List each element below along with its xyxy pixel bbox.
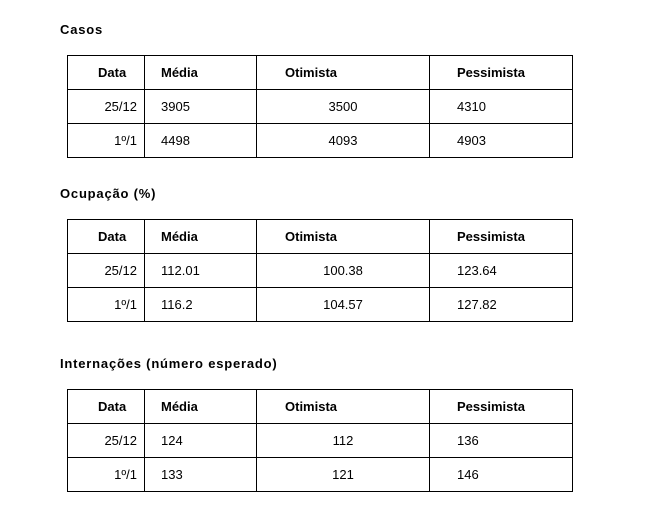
table-row — [68, 458, 573, 492]
cell-media: 4498 — [145, 124, 257, 158]
table-ocupacao — [67, 219, 573, 322]
cell-otimista: 4093 — [257, 124, 430, 158]
table-row — [68, 424, 573, 458]
header-pessimista: Pessimista — [430, 390, 573, 424]
cell-pessimista: 123.64 — [430, 254, 573, 288]
table-row — [68, 90, 573, 124]
section-title-casos: Casos — [60, 22, 104, 37]
table-internacoes — [67, 389, 573, 492]
table-row — [68, 124, 573, 158]
header-otimista: Otimista — [257, 390, 430, 424]
cell-otimista: 121 — [257, 458, 430, 492]
cell-pessimista: 146 — [430, 458, 573, 492]
section-title-internacoes: Internações (número esperado) — [60, 356, 278, 371]
header-otimista: Otimista — [257, 56, 430, 90]
cell-pessimista: 4903 — [430, 124, 573, 158]
table-casos — [67, 55, 573, 158]
section-title-ocupacao: Ocupação (%) — [60, 186, 157, 201]
header-pessimista: Pessimista — [430, 220, 573, 254]
table-row — [68, 288, 573, 322]
header-data: Data — [68, 390, 145, 424]
cell-data: 25/12 — [68, 424, 145, 458]
header-media: Média — [145, 56, 257, 90]
cell-media: 133 — [145, 458, 257, 492]
header-otimista: Otimista — [257, 220, 430, 254]
cell-pessimista: 4310 — [430, 90, 573, 124]
table-row — [68, 254, 573, 288]
cell-otimista: 100.38 — [257, 254, 430, 288]
table-header-row — [68, 56, 573, 90]
header-data: Data — [68, 220, 145, 254]
cell-data: 1º/1 — [68, 124, 145, 158]
cell-data: 25/12 — [68, 254, 145, 288]
header-data: Data — [68, 56, 145, 90]
cell-media: 124 — [145, 424, 257, 458]
header-pessimista: Pessimista — [430, 56, 573, 90]
cell-otimista: 112 — [257, 424, 430, 458]
table-header-row — [68, 390, 573, 424]
cell-otimista: 104.57 — [257, 288, 430, 322]
cell-pessimista: 127.82 — [430, 288, 573, 322]
cell-data: 1º/1 — [68, 288, 145, 322]
header-media: Média — [145, 390, 257, 424]
cell-data: 25/12 — [68, 90, 145, 124]
cell-data: 1º/1 — [68, 458, 145, 492]
cell-otimista: 3500 — [257, 90, 430, 124]
cell-media: 112.01 — [145, 254, 257, 288]
cell-media: 3905 — [145, 90, 257, 124]
header-media: Média — [145, 220, 257, 254]
cell-media: 116.2 — [145, 288, 257, 322]
cell-pessimista: 136 — [430, 424, 573, 458]
table-header-row — [68, 220, 573, 254]
